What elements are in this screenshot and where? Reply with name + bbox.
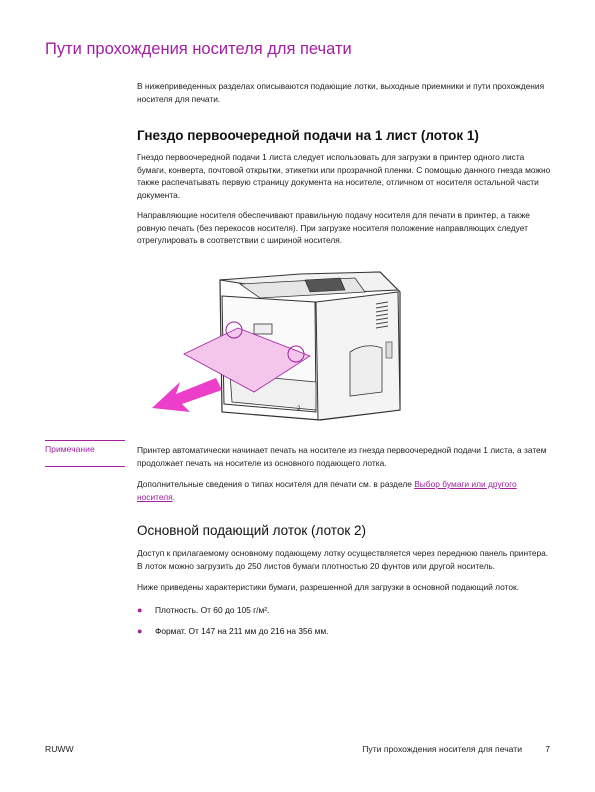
page-title: Пути прохождения носителя для печати	[45, 40, 352, 58]
section2-heading: Основной подающий лоток (лоток 2)	[137, 523, 366, 538]
printer-illustration	[150, 262, 410, 422]
note-body	[137, 444, 555, 503]
note-more-paragraph	[137, 478, 555, 503]
section1-heading: Гнездо первоочередной подачи на 1 лист (лоток 1)	[137, 128, 479, 143]
footer-center: Пути прохождения носителя для печати	[362, 744, 522, 754]
printer-drawing	[150, 262, 410, 422]
list-item: ● Формат. От 147 на 211 мм до 216 на 356 мм.	[137, 626, 329, 636]
intro-paragraph: В нижеприведенных разделах описываются подающие лотки, выходные приемники и пути прохождения носителя для печати.	[137, 81, 545, 104]
paper-selection-link[interactable]: Выбор бумаги или другого носителя	[137, 479, 517, 502]
section2-heading-block	[137, 523, 555, 538]
section1-heading-block	[137, 128, 555, 143]
section2-body	[137, 547, 555, 647]
section2-paragraph-2: Ниже приведены характеристики бумаги, разрешенной для загрузки в основной подающий лоток.	[137, 582, 519, 592]
note-label: Примечание	[45, 440, 125, 454]
section1-body	[137, 151, 555, 247]
bullet-icon: ●	[137, 604, 143, 615]
note-more-suffix: .	[172, 491, 176, 502]
note-rule	[45, 466, 125, 467]
footer-left: RUWW	[45, 744, 74, 754]
list-item: ● Плотность. От 60 до 105 г/м².	[137, 604, 270, 615]
section1-paragraph-2: Направляющие носителя обеспечивают правильную подачу носителя для печати в принтер, а также ровную печать (без перекосов носителя). При загрузке носителя положение направляющих следует отрегулировать в соответствии с шириной носителя.	[137, 210, 530, 245]
section2-paragraph-1: Доступ к прилагаемому основному подающему лотку осуществляется через переднюю панель принтера. В лоток можно загрузить до 250 листов бумаги плотностью 20 фунтов или другой носитель.	[137, 548, 549, 571]
intro-block	[137, 80, 555, 105]
note-more-prefix: Дополнительные сведения о типах носителя для печати см. в разделе	[137, 479, 415, 489]
bullet-icon: ●	[137, 626, 143, 636]
section1-paragraph-1: Гнездо первоочередной подачи 1 листа следует использовать для загрузки в принтер одного листа бумаги, конверта, почтовой открытки, этикетки или прозрачной пленки. С помощью данного гнезда можно также распечатывать первую страницу документа на носителе, отличном от носителя остальной части документа.	[137, 152, 551, 200]
note-text: Принтер автоматически начинает печать на носителе из гнезда первоочередной подачи 1 листа, а затем продолжает печать на носителе из основного подающего лотка.	[137, 445, 547, 468]
page-number: 7	[545, 744, 550, 754]
figure-number: 2	[297, 406, 301, 412]
spec-list	[137, 604, 555, 638]
